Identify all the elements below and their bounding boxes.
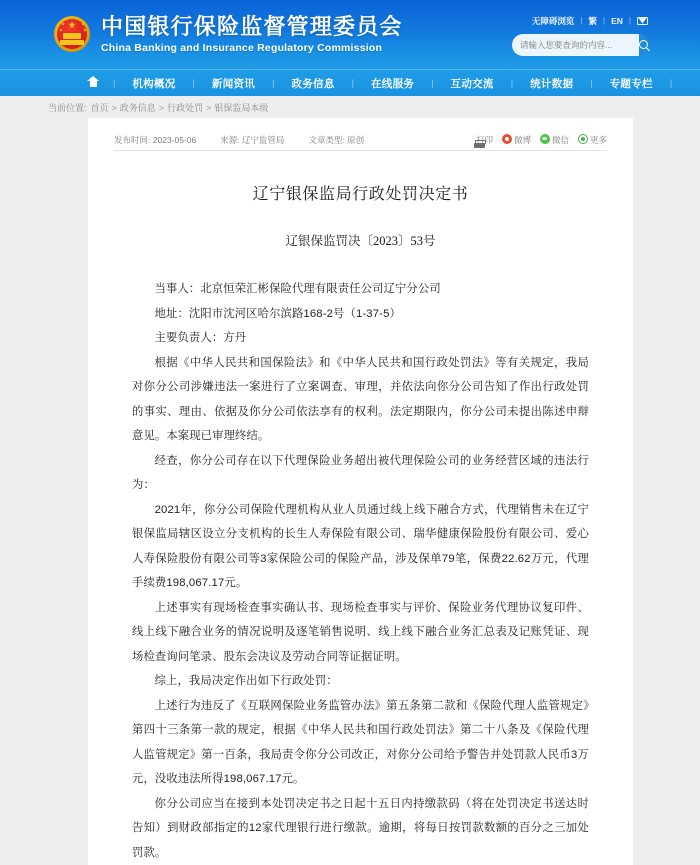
nav-separator: | (431, 78, 433, 88)
traditional-chinese-link[interactable]: 繁 (589, 15, 598, 27)
paragraph-penalty: 上述行为违反了《互联网保险业务监管办法》第五条第二款和《保险代理人监管规定》第四十三条第一款的规定，根据《中华人民共和国行政处罚法》第二十八条及《保险代理人监管规定》第一百条，我局责令你分公司改正，对你分公司给予警告并处罚款人民币3万元，没收违法所得198,067.17元。 (132, 694, 589, 792)
address-line: 地址：沈阳市沈河区哈尔滨路168-2号（1-37-5） (132, 302, 589, 327)
breadcrumb-prefix: 当前位置: (48, 101, 87, 114)
nav-item-5[interactable]: 统计数据 (513, 76, 590, 91)
nav-item-1[interactable]: 新闻资讯 (195, 76, 272, 91)
breadcrumb-separator: > (112, 103, 117, 113)
document-body (114, 277, 607, 865)
main-navigation[interactable] (0, 70, 700, 96)
search-icon (639, 40, 648, 49)
share-more[interactable] (578, 134, 607, 146)
utility-separator: | (580, 16, 582, 25)
search-box[interactable] (512, 34, 648, 56)
nav-item-3[interactable]: 在线服务 (354, 76, 431, 91)
china-national-emblem-icon (52, 15, 92, 55)
wechat-icon (540, 134, 550, 146)
org-name-en: China Banking and Insurance Regulatory Commission (101, 43, 403, 54)
nav-separator: | (352, 78, 354, 88)
article-type: 文章类型: 原创 (308, 134, 364, 146)
nav-separator: | (272, 78, 274, 88)
share-weibo[interactable] (502, 134, 531, 146)
paragraph-basis: 根据《中华人民共和国保险法》和《中华人民共和国行政处罚法》等有关规定，我局对你分公司涉嫌违法一案进行了立案调查、审理，并依法向你分公司告知了作出行政处罚的事实、理由、依据及你分公司依法享有的权利。法定期限内，你分公司未提出陈述申辩意见。本案现已审理终结。 (132, 351, 589, 449)
nav-item-0[interactable]: 机构概况 (115, 76, 192, 91)
breadcrumb-item-0[interactable]: 首页 (91, 103, 109, 113)
paragraph-finding-detail: 2021年，你分公司保险代理机构从业人员通过线上线下融合方式，代理销售未在辽宁银保监局辖区设立分支机构的长生人寿保险有限公司、瑞华健康保险股份有限公司、爱心人寿保险股份有限公司等3家保险公司的保险产品，涉及保单79笔，保费22.62万元，代理手续费198,067.17元。 (132, 498, 589, 596)
share-wechat[interactable] (540, 134, 569, 146)
nav-separator: | (590, 78, 592, 88)
nav-separator: | (113, 78, 115, 88)
paragraph-finding-intro: 经查，你分公司存在以下代理保险业务超出被代理保险公司的业务经营区域的违法行为： (132, 449, 589, 498)
utility-separator: | (603, 16, 605, 25)
search-input[interactable] (512, 34, 639, 56)
utility-separator: | (629, 16, 631, 25)
share-label: 更多 (590, 134, 607, 146)
breadcrumb-item-3[interactable]: 银保监局本级 (214, 103, 268, 113)
nav-separator: | (670, 78, 672, 88)
document-number: 辽银保监罚决〔2023〕53号 (114, 231, 607, 249)
share-label: 微博 (514, 134, 531, 146)
party-line: 当事人：北京恒荣汇彬保险代理有限责任公司辽宁分公司 (132, 277, 589, 302)
page-title: 辽宁银保监局行政处罚决定书 (114, 181, 607, 204)
nav-separator: | (193, 78, 195, 88)
brand-logo[interactable] (52, 15, 403, 55)
share-label: 微信 (552, 134, 569, 146)
mail-icon[interactable] (637, 17, 648, 25)
paragraph-payment: 你分公司应当在接到本处罚决定书之日起十五日内持缴款码（将在处罚决定书送达时告知）到财政部指定的12家代理银行进行缴款。逾期，将每日按罚款数额的百分之三加处罚款。 (132, 792, 589, 865)
header-utilities (512, 15, 686, 56)
meta-divider (114, 150, 607, 151)
breadcrumb-item-2[interactable]: 行政处罚 (167, 103, 203, 113)
english-link[interactable]: EN (611, 16, 623, 26)
share-group (474, 134, 607, 146)
share-printer[interactable] (474, 134, 493, 146)
accessibility-link[interactable]: 无障碍浏览 (532, 15, 575, 27)
breadcrumb-separator: > (159, 103, 164, 113)
nav-item-4[interactable]: 互动交流 (434, 76, 511, 91)
org-name-cn: 中国银行保险监督管理委员会 (101, 16, 403, 38)
paragraph-evidence: 上述事实有现场检查事实确认书、现场检查事实与评价、保险业务代理协议复印件、线上线下融合业务的情况说明及逐笔销售说明、线上线下融合业务汇总表及记账凭证、现场检查询问笔录、股东会决议及劳动合同等证据证明。 (132, 596, 589, 670)
home-icon (87, 76, 99, 87)
search-button[interactable] (639, 34, 648, 56)
publish-time: 发布时间: 2023-05-06 (114, 134, 196, 146)
nav-item-6[interactable]: 专题专栏 (593, 76, 670, 91)
weibo-icon (502, 134, 512, 146)
utility-links (532, 15, 648, 27)
article-meta-bar (114, 130, 607, 150)
more-icon (578, 134, 588, 146)
nav-item-home[interactable] (69, 76, 113, 90)
nav-separator: | (511, 78, 513, 88)
nav-item-2[interactable]: 政务信息 (274, 76, 351, 91)
breadcrumb (0, 96, 700, 118)
article-card (88, 118, 633, 865)
breadcrumb-item-1[interactable]: 政务信息 (120, 103, 156, 113)
paragraph-conclusion-intro: 综上，我局决定作出如下行政处罚： (132, 669, 589, 694)
article-source: 来源: 辽宁监管局 (220, 134, 284, 146)
breadcrumb-separator: > (206, 103, 211, 113)
principal-line: 主要负责人：方丹 (132, 326, 589, 351)
site-header (0, 0, 700, 70)
share-label: 打印 (476, 134, 493, 146)
